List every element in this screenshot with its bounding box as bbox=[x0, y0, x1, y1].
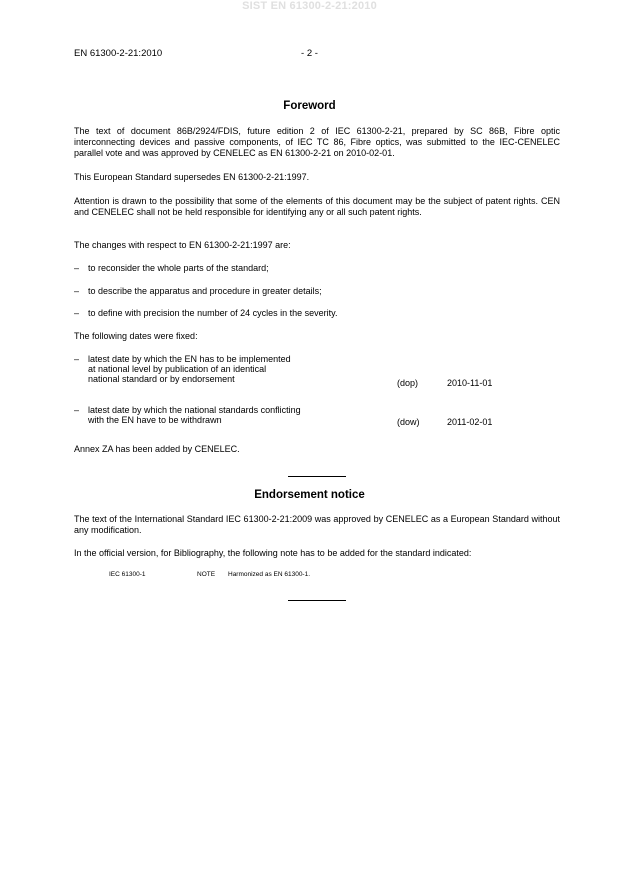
date-item-line: at national level by publication of an identical bbox=[88, 364, 267, 374]
date-value-dop: 2010-11-01 bbox=[447, 378, 493, 388]
bullet-dash: – bbox=[74, 405, 80, 415]
bullet-dash: – bbox=[74, 308, 80, 318]
date-item-line: with the EN have to be withdrawn bbox=[88, 415, 222, 425]
endorsement-title: Endorsement notice bbox=[254, 489, 365, 501]
date-item-dow-text bbox=[88, 405, 368, 425]
header-doc-id: EN 61300-2-21:2010 bbox=[74, 48, 163, 59]
bullet-dash: – bbox=[74, 354, 80, 364]
change-item: to describe the apparatus and procedure in greater details; bbox=[88, 286, 322, 296]
section-divider bbox=[288, 476, 346, 477]
date-item-line: latest date by which the national standards conflicting bbox=[88, 405, 301, 415]
annex-note: Annex ZA has been added by CENELEC. bbox=[74, 444, 240, 454]
foreword-paragraph-3: Attention is drawn to the possibility that some of the elements of this document may be the subject of patent rights. CEN and CENELEC shall not be held responsible for identifying any or all such patent rights. bbox=[74, 196, 560, 217]
note-text: Harmonized as EN 61300-1. bbox=[228, 571, 311, 578]
bullet-dash: – bbox=[74, 286, 80, 296]
watermark: SIST EN 61300-2-21:2010 bbox=[242, 0, 377, 12]
changes-intro: The changes with respect to EN 61300-2-21:1997 are: bbox=[74, 240, 291, 250]
endorsement-paragraph-1: The text of the International Standard IEC 61300-2-21:2009 was approved by CENELEC as a European Standard without any modification. bbox=[74, 514, 560, 535]
bullet-dash: – bbox=[74, 263, 80, 273]
date-item-dop-text bbox=[88, 354, 368, 384]
end-divider bbox=[288, 600, 346, 601]
change-item: to define with precision the number of 24 cycles in the severity. bbox=[88, 308, 338, 318]
foreword-paragraph-1: The text of document 86B/2924/FDIS, future edition 2 of IEC 61300-2-21, prepared by SC 86B, Fibre optic interconnecting devices and passive components, of IEC TC 86, Fibre optics, was submitted to the IEC-CENELEC parallel vote and was approved by CENELEC as EN 61300-2-21 on 2010-02-01. bbox=[74, 126, 560, 158]
endorsement-paragraph-2: In the official version, for Bibliography, the following note has to be added for the standard indicated: bbox=[74, 548, 472, 558]
date-item-line: latest date by which the EN has to be implemented bbox=[88, 354, 291, 364]
note-reference: IEC 61300-1 bbox=[109, 571, 146, 578]
foreword-title: Foreword bbox=[283, 100, 336, 112]
note-label: NOTE bbox=[197, 571, 216, 578]
header-page-number: - 2 - bbox=[301, 48, 318, 59]
date-value-dow: 2011-02-01 bbox=[447, 417, 493, 427]
foreword-paragraph-2: This European Standard supersedes EN 61300-2-21:1997. bbox=[74, 172, 310, 182]
dates-intro: The following dates were fixed: bbox=[74, 331, 198, 341]
date-item-line: national standard or by endorsement bbox=[88, 374, 235, 384]
date-code-dow: (dow) bbox=[397, 417, 420, 427]
date-code-dop: (dop) bbox=[397, 378, 419, 388]
change-item: to reconsider the whole parts of the standard; bbox=[88, 263, 269, 273]
